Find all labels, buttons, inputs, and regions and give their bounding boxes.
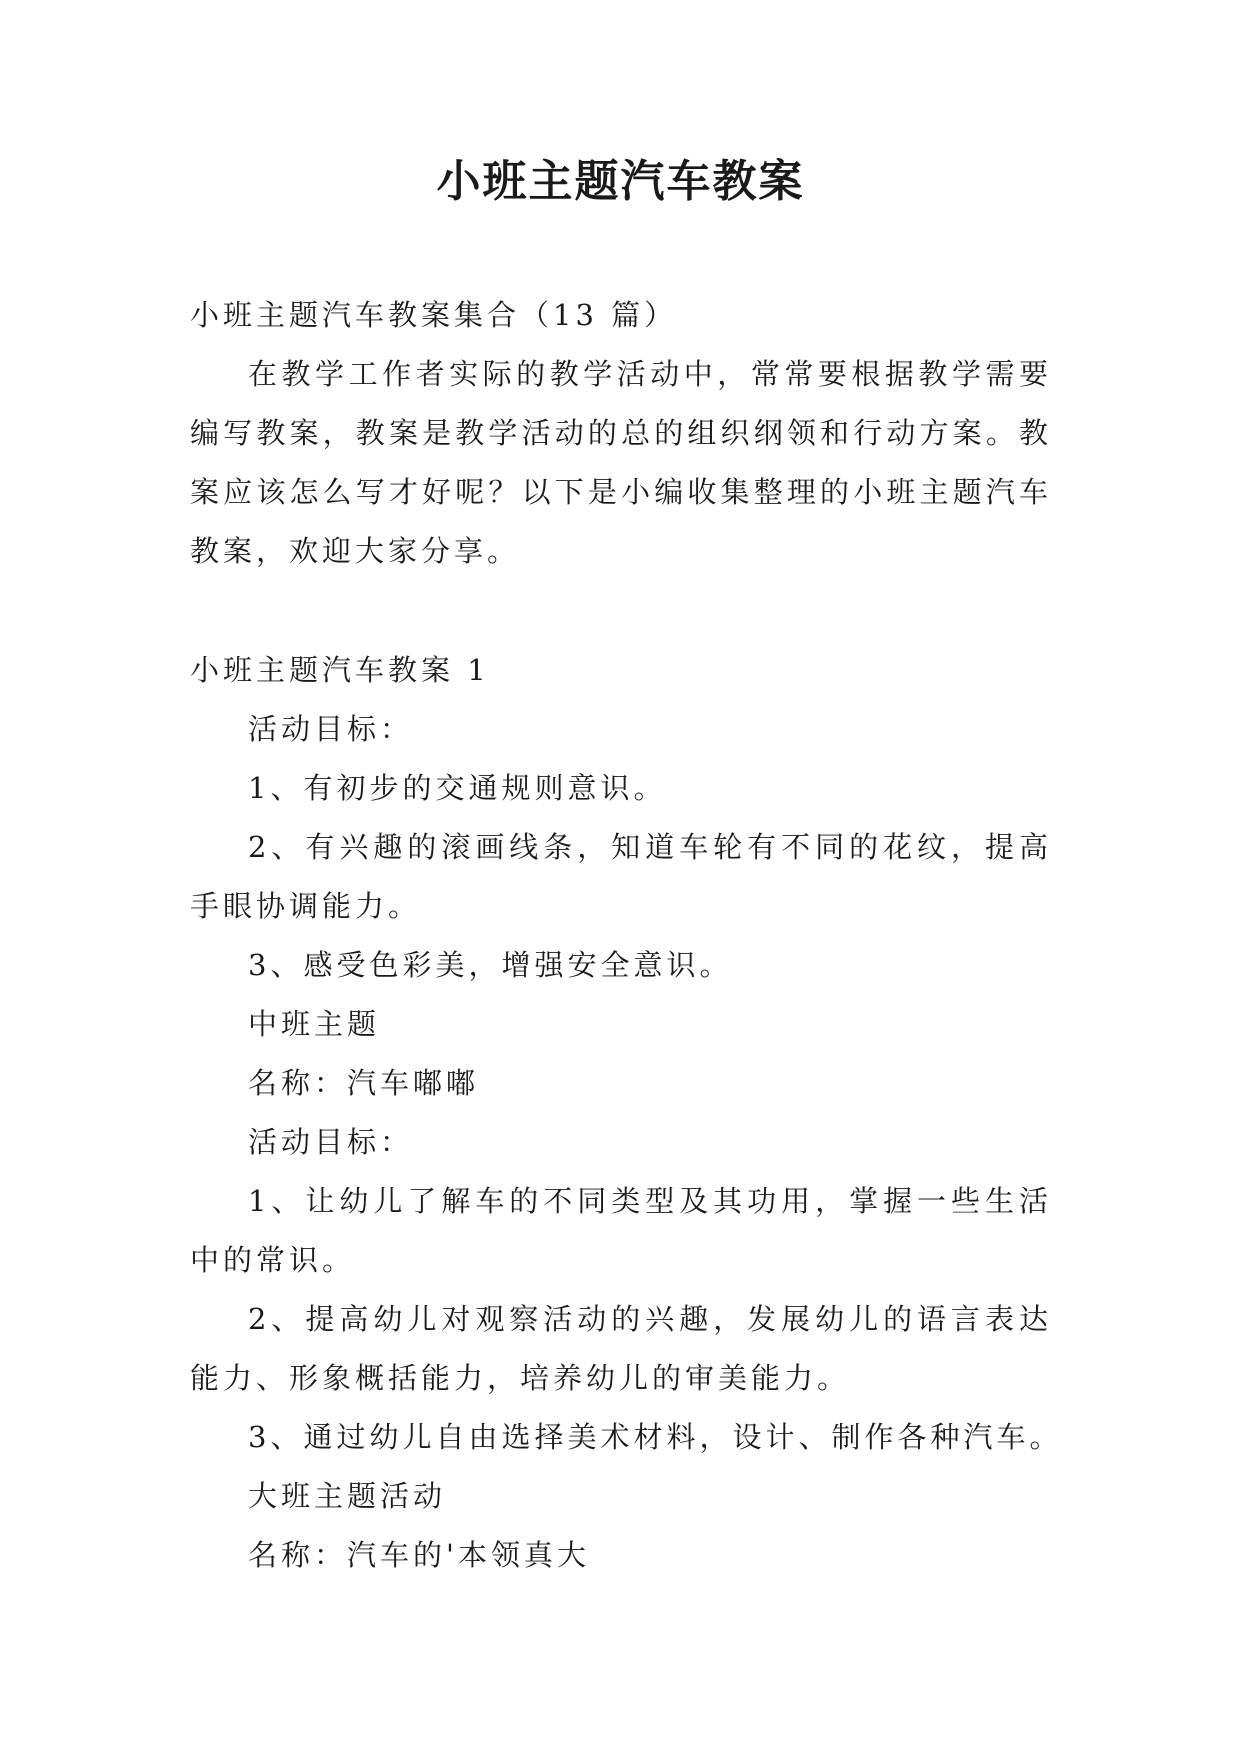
big-theme-label: 大班主题活动 [248, 1479, 447, 1513]
section-spacer [190, 581, 1052, 641]
document-subtitle: 小班主题汽车教案集合（13 篇） [190, 298, 678, 332]
goal-item: 1、有初步的交通规则意识。 [248, 771, 667, 805]
middle-theme-label: 中班主题 [248, 1007, 381, 1041]
goals-label: 活动目标： [248, 1125, 414, 1159]
document-body [190, 286, 1063, 1585]
big-theme-name: 名称：汽车的'本领真大 [248, 1538, 590, 1572]
page-title: 小班主题汽车教案 [436, 156, 805, 207]
goal-item: 2、有兴趣的滚画线条，知道车轮有不同的花纹，提高手眼协调能力。 [190, 830, 1052, 923]
intro-paragraph: 在教学工作者实际的教学活动中，常常要根据教学需要编写教案，教案是教学活动的总的组织纲领和行动方案。教案应该怎么写才好呢？以下是小编收集整理的小班主题汽车教案，欢迎大家分享。 [190, 357, 1052, 568]
goal-item: 3、感受色彩美，增强安全意识。 [248, 948, 733, 982]
section-heading: 小班主题汽车教案 1 [190, 653, 490, 687]
goals-label: 活动目标： [248, 712, 414, 746]
goal-item: 1、让幼儿了解车的不同类型及其功用，掌握一些生活中的常识。 [190, 1184, 1052, 1277]
goal-item: 2、提高幼儿对观察活动的兴趣，发展幼儿的语言表达能力、形象概括能力，培养幼儿的审美能力。 [190, 1302, 1052, 1395]
middle-theme-name: 名称：汽车嘟嘟 [248, 1066, 480, 1100]
goal-item: 3、通过幼儿自由选择美术材料，设计、制作各种汽车。 [248, 1420, 1063, 1454]
